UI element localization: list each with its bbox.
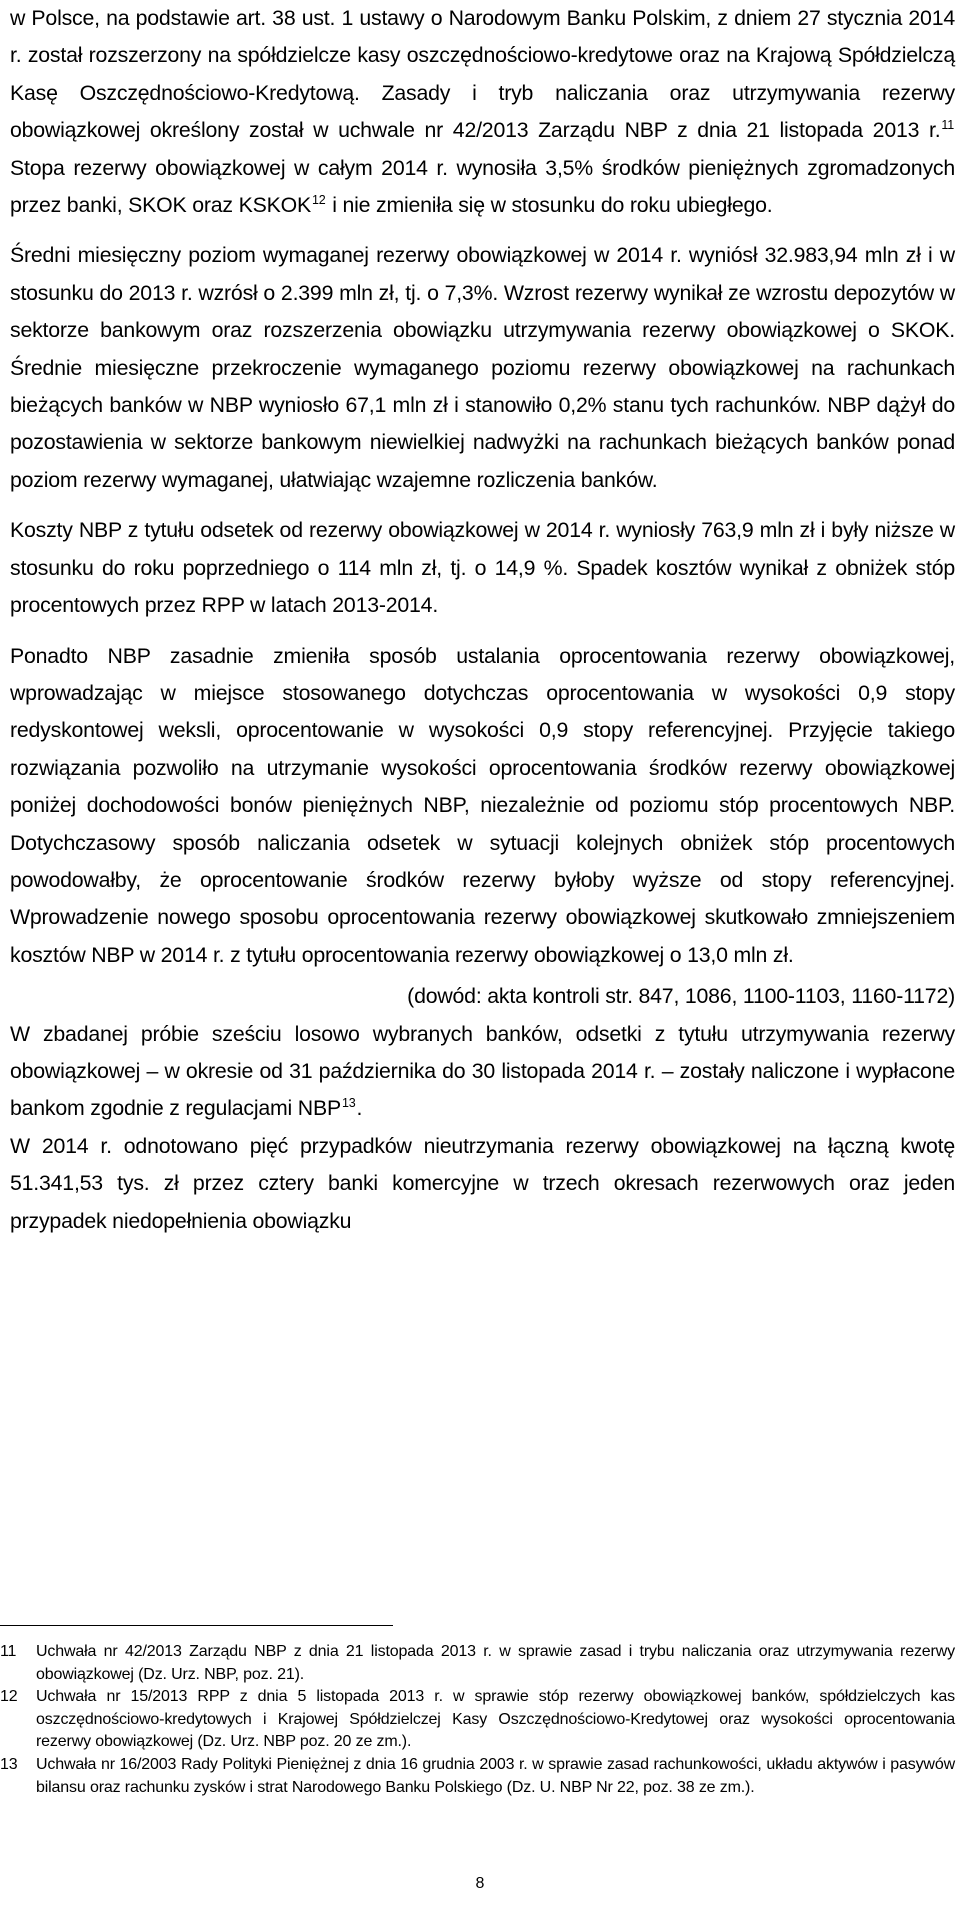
footnote-ref-13: 13 [341,1096,356,1111]
paragraph-text: . [356,1096,363,1121]
paragraph-sample-banks [10,1016,955,1128]
footnote-ref-11: 11 [941,118,954,133]
footnote-number: 11 [0,1643,17,1660]
paragraph-text: Średni miesięczny poziom wymaganej rezerwy obowiązkowej w 2014 r. wyniósł 32.983,94 mln zł i w stosunku do 2013 r. wzrósł o 2.399 mln zł, tj. o 7,3%. Wzrost rezerwy wynikał ze wzrostu depozytów w sektorze bankowym oraz rozszerzenia obowiązku utrzymywania rezerwy obowiązkowej o SKOK. Średnie miesięczne przekroczenie wymaganego poziomu rezerwy obowiązkowej na rachunkach bieżących banków w NBP wyniosło 67,1 mln zł i stanowiło 0,2% stanu tych rachunków. NBP dążył do pozostawienia w sektorze bankowym niewielkiej nadwyżki na rachunkach bieżących banków ponad poziom rezerwy wymaganej, ułatwiając wzajemne rozliczenia banków. [10,243,955,492]
footnote-12 [0,1686,955,1754]
paragraph-average-reserve [10,237,955,499]
page-number: 8 [475,1875,485,1892]
footnote-text: Uchwała nr 42/2013 Zarządu NBP z dnia 21 listopada 2013 r. w sprawie zasad i trybu naliczania oraz utrzymywania rezerwy obowiązkowej (Dz. Urz. NBP, poz. 21). [36,1643,955,1683]
footnote-ref-12: 12 [311,192,326,207]
paragraph-reserve-shortfalls [10,1128,955,1240]
footnote-separator [0,1625,393,1626]
body-text [10,0,955,1240]
paragraph-interest-method [10,638,955,975]
proof-note: (dowód: akta kontroli str. 847, 1086, 1100-1103, 1160-1172) [407,984,955,1009]
footnote-number: 13 [0,1755,18,1773]
footnote-11 [0,1641,955,1686]
paragraph-text: W zbadanej próbie sześciu losowo wybranych banków, odsetki z tytułu utrzymywania rezerwy obowiązkowej – w okresie od 31 października do 30 listopada 2014 r. – zostały naliczone i wypłacone bankom zgodnie z regulacjami NBP [10,1021,955,1121]
paragraph-text: Stopa rezerwy obowiązkowej w całym 2014 r. wynosiła 3,5% środków pieniężnych zgromadzonych przez banki, SKOK oraz KSKOK [10,155,955,218]
paragraph-text: i nie zmieniła się w stosunku do roku ubiegłego. [326,193,773,218]
footnote-text: Uchwała nr 16/2003 Rady Polityki Pieniężnej z dnia 16 grudnia 2003 r. w sprawie zasad rachunkowości, układu aktywów i pasywów bilansu oraz rachunku zysków i strat Narodowego Banku Polskiego (Dz. U. NBP Nr 22, poz. 38 ze zm.). [36,1755,955,1796]
paragraph-text: W 2014 r. odnotowano pięć przypadków nieutrzymania rezerwy obowiązkowej na łączną kwotę 51.341,53 tys. zł przez cztery banki komercyjne w trzech okresach rezerwowych oraz jeden przypadek niedopełnienia obowiązku [10,1133,955,1233]
paragraph-text: w Polsce, na podstawie art. 38 ust. 1 ustawy o Narodowym Banku Polskim, z dniem 27 stycznia 2014 r. został rozszerzony na spółdzielcze kasy oszczędnościowo-kredytowe oraz na Krajową Spółdzielczą Kasę Oszczędnościowo-Kredytową. Zasady i tryb naliczania oraz utrzymywania rezerwy obowiązkowej określony został w uchwale nr 42/2013 Zarządu NBP z dnia 21 listopada 2013 r. [10,6,955,143]
footnote-13 [0,1754,955,1799]
paragraph-interest-costs [10,512,955,624]
footnotes [0,1641,955,1799]
paragraph-text: Ponadto NBP zasadnie zmieniła sposób ustalania oprocentowania rezerwy obowiązkowej, wprowadzając w miejsce stosowanego dotychczas oprocentowania w wysokości 0,9 stopy redyskontowej weksli, oprocentowanie w wysokości 0,9 stopy referencyjnej. Przyjęcie takiego rozwiązania pozwoliło na utrzymanie wysokości oprocentowania środków rezerwy obowiązkowej poniżej dochodowości bonów pieniężnych NBP, niezależnie od poziomu stóp procentowych NBP. Dotychczasowy sposób naliczania odsetek w sytuacji kolejnych obniżek stóp procentowych powodowałby, że oprocentowanie środków rezerwy byłoby wyższe od stopy referencyjnej. Wprowadzenie nowego sposobu oprocentowania rezerwy obowiązkowej skutkowało zmniejszeniem kosztów NBP w 2014 r. z tytułu oprocentowania rezerwy obowiązkowej o 13,0 mln zł. [10,643,955,967]
footnote-number: 12 [0,1688,18,1706]
footnote-text: Uchwała nr 15/2013 RPP z dnia 5 listopada 2013 r. w sprawie stóp rezerwy obowiązkowej banków, spółdzielczych kas oszczędnościowo-kredytowych i Krajowej Spółdzielczej Kasy Oszczędnościowo-Kredytowej oraz wysokości oprocentowania rezerwy obowiązkowej (Dz. Urz. NBP poz. 20 ze zm.). [36,1688,955,1751]
paragraph-reserve-scope [10,0,955,224]
paragraph-text: Koszty NBP z tytułu odsetek od rezerwy obowiązkowej w 2014 r. wyniosły 763,9 mln zł i były niższe w stosunku do roku poprzedniego o 114 mln zł, tj. o 14,9 %. Spadek kosztów wynikał z obniżek stóp procentowych przez RPP w latach 2013-2014. [10,518,955,618]
